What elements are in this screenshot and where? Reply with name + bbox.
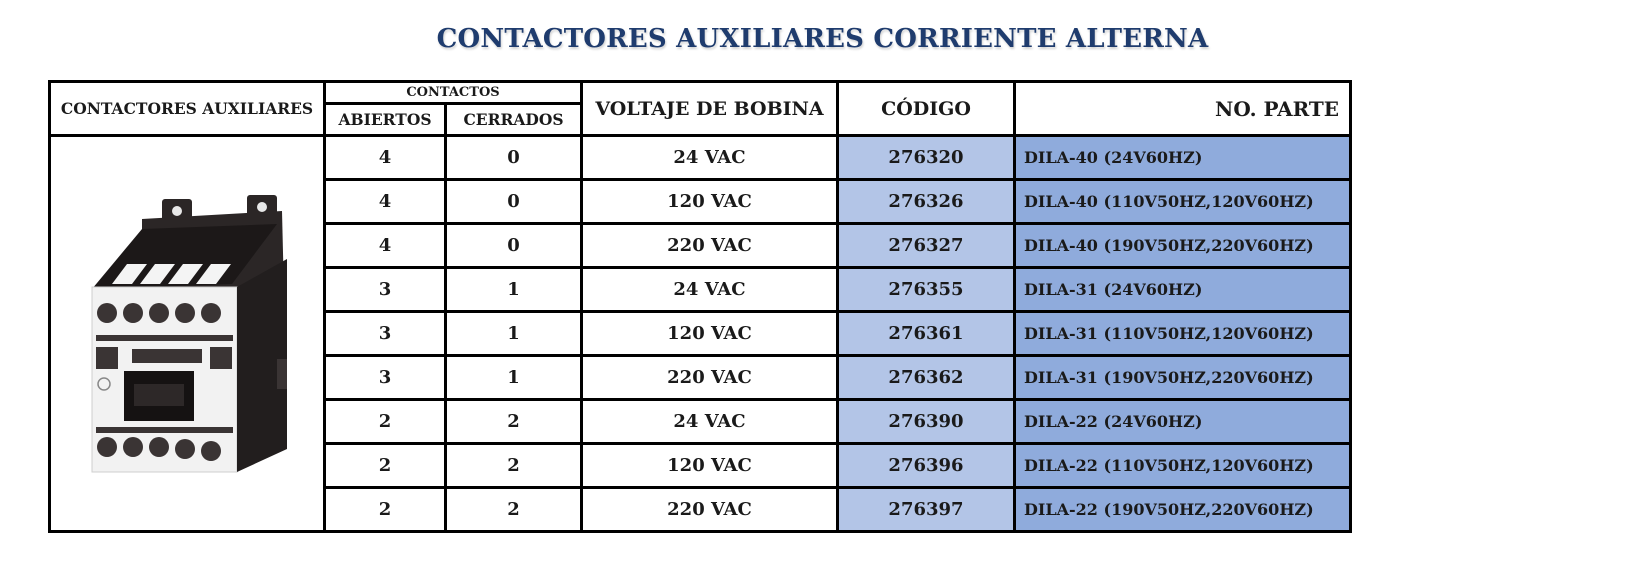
- cell-open: 3: [325, 356, 446, 400]
- cell-open: 4: [325, 136, 446, 180]
- cell-closed: 0: [446, 180, 582, 224]
- header-code: CÓDIGO: [838, 82, 1015, 136]
- cell-part: DILA-31 (24V60HZ): [1015, 268, 1351, 312]
- cell-closed: 2: [446, 488, 582, 532]
- header-open: ABIERTOS: [325, 104, 446, 136]
- cell-part: DILA-22 (110V50HZ,120V60HZ): [1015, 444, 1351, 488]
- header-product: CONTACTORES AUXILIARES: [50, 82, 325, 136]
- cell-closed: 0: [446, 224, 582, 268]
- cell-code: 276355: [838, 268, 1015, 312]
- cell-code: 276327: [838, 224, 1015, 268]
- cell-part: DILA-22 (190V50HZ,220V60HZ): [1015, 488, 1351, 532]
- page-title: CONTACTORES AUXILIARES CORRIENTE ALTERNA: [436, 24, 1209, 54]
- cell-voltage: 120 VAC: [582, 180, 838, 224]
- cell-open: 2: [325, 400, 446, 444]
- cell-code: 276362: [838, 356, 1015, 400]
- cell-open: 2: [325, 488, 446, 532]
- cell-part: DILA-40 (190V50HZ,220V60HZ): [1015, 224, 1351, 268]
- cell-open: 3: [325, 268, 446, 312]
- cell-code: 276390: [838, 400, 1015, 444]
- cell-closed: 1: [446, 312, 582, 356]
- cell-code: 276326: [838, 180, 1015, 224]
- header-part: NO. PARTE: [1015, 82, 1351, 136]
- header-closed: CERRADOS: [446, 104, 582, 136]
- cell-part: DILA-40 (110V50HZ,120V60HZ): [1015, 180, 1351, 224]
- product-image-cell: [50, 136, 325, 532]
- cell-voltage: 120 VAC: [582, 312, 838, 356]
- cell-code: 276397: [838, 488, 1015, 532]
- cell-closed: 2: [446, 400, 582, 444]
- contactor-product-photo-icon: [72, 189, 302, 479]
- cell-voltage: 24 VAC: [582, 136, 838, 180]
- cell-voltage: 220 VAC: [582, 488, 838, 532]
- cell-open: 4: [325, 180, 446, 224]
- cell-code: 276396: [838, 444, 1015, 488]
- cell-voltage: 220 VAC: [582, 356, 838, 400]
- table-row: [50, 136, 1351, 180]
- cell-closed: 0: [446, 136, 582, 180]
- cell-voltage: 24 VAC: [582, 268, 838, 312]
- cell-voltage: 220 VAC: [582, 224, 838, 268]
- cell-open: 4: [325, 224, 446, 268]
- cell-code: 276320: [838, 136, 1015, 180]
- header-contacts: CONTACTOS: [325, 82, 582, 104]
- header-voltage: VOLTAJE DE BOBINA: [582, 82, 838, 136]
- cell-part: DILA-31 (190V50HZ,220V60HZ): [1015, 356, 1351, 400]
- contactors-table: [48, 80, 1352, 533]
- cell-part: DILA-40 (24V60HZ): [1015, 136, 1351, 180]
- cell-closed: 2: [446, 444, 582, 488]
- cell-closed: 1: [446, 356, 582, 400]
- cell-voltage: 120 VAC: [582, 444, 838, 488]
- cell-closed: 1: [446, 268, 582, 312]
- cell-open: 3: [325, 312, 446, 356]
- cell-part: DILA-31 (110V50HZ,120V60HZ): [1015, 312, 1351, 356]
- cell-code: 276361: [838, 312, 1015, 356]
- cell-open: 2: [325, 444, 446, 488]
- cell-voltage: 24 VAC: [582, 400, 838, 444]
- cell-part: DILA-22 (24V60HZ): [1015, 400, 1351, 444]
